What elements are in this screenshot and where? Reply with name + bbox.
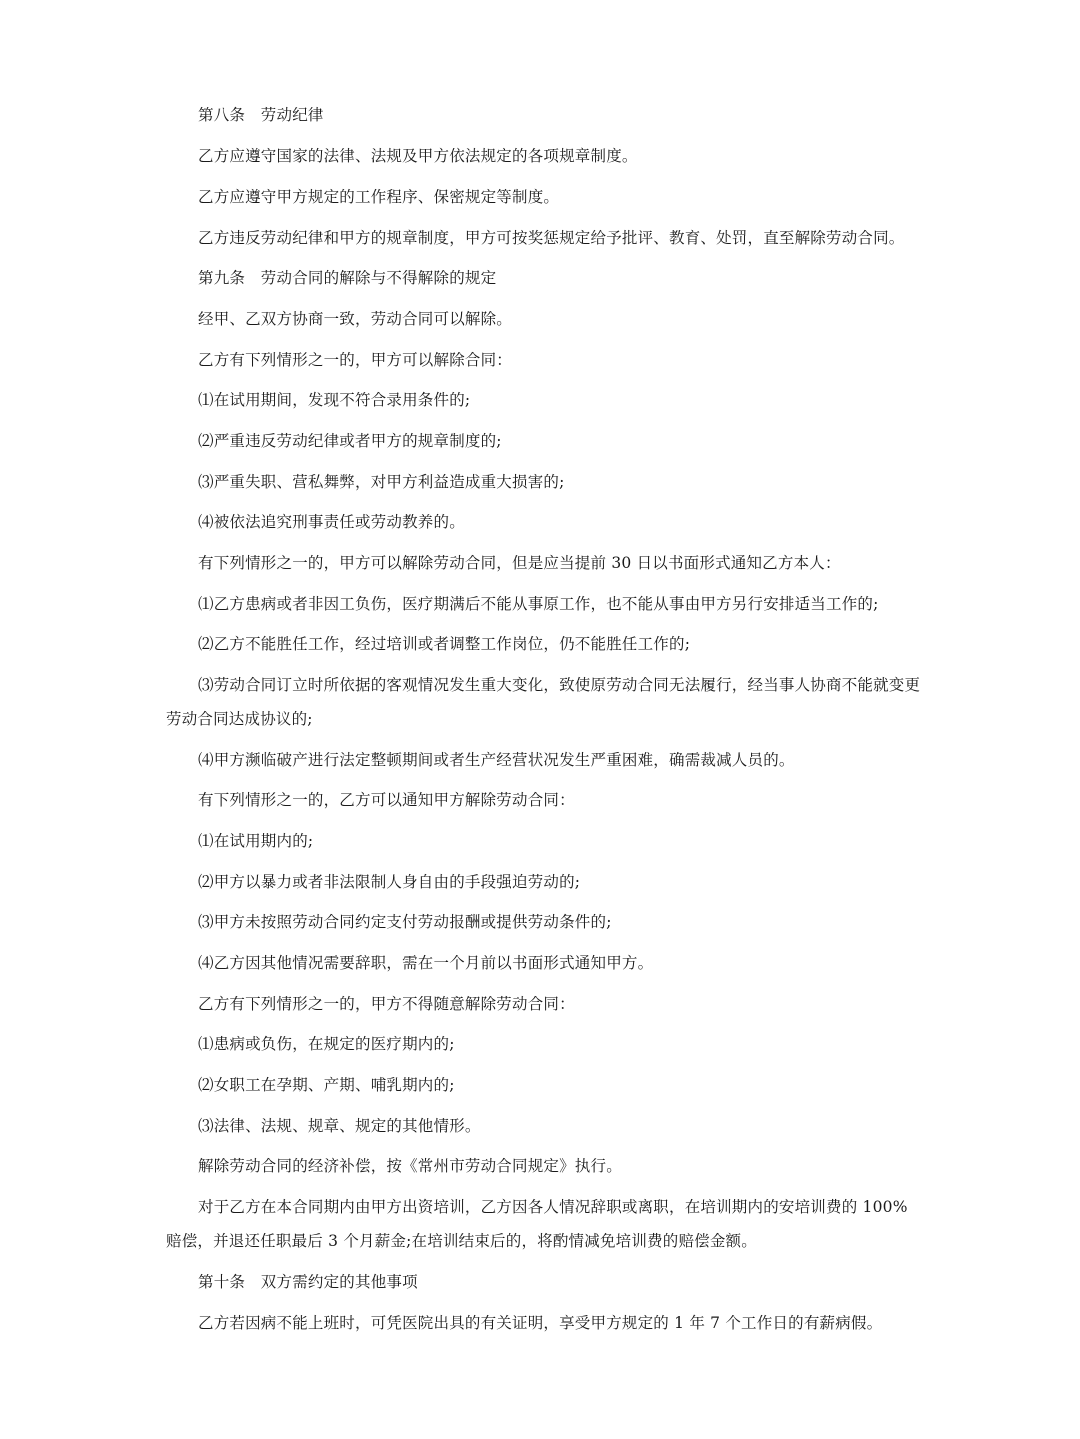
paragraph: 乙方应遵守甲方规定的工作程序、保密规定等制度。: [198, 188, 560, 206]
list-item: ⑵乙方不能胜任工作，经过培训或者调整工作岗位，仍不能胜任工作的;: [198, 635, 691, 653]
list-item: ⑵女职工在孕期、产期、哺乳期内的;: [198, 1076, 455, 1094]
list-item: ⑶法律、法规、规章、规定的其他情形。: [198, 1117, 481, 1135]
list-item: ⑴患病或负伤，在规定的医疗期内的;: [198, 1035, 455, 1053]
paragraph: 乙方若因病不能上班时，可凭医院出具的有关证明，享受甲方规定的 1 年 7 个工作日的有薪病假。: [198, 1314, 883, 1332]
paragraph: 解除劳动合同的经济补偿，按《常州市劳动合同规定》执行。: [198, 1157, 622, 1175]
paragraph: 乙方有下列情形之一的，甲方可以解除合同：: [198, 351, 513, 369]
list-item: ⑶严重失职、营私舞弊，对甲方利益造成重大损害的;: [198, 473, 565, 491]
paragraph: 有下列情形之一的，乙方可以通知甲方解除劳动合同：: [198, 791, 575, 809]
list-item: ⑴在试用期内的;: [198, 832, 314, 850]
paragraph: 经甲、乙双方协商一致，劳动合同可以解除。: [198, 310, 513, 328]
paragraph: 乙方有下列情形之一的，甲方不得随意解除劳动合同：: [198, 995, 575, 1013]
paragraph: 乙方违反劳动纪律和甲方的规章制度，甲方可按奖惩规定给予批评、教育、处罚，直至解除劳动合同。: [198, 229, 905, 247]
list-item: ⑷乙方因其他情况需要辞职，需在一个月前以书面形式通知甲方。: [198, 954, 654, 972]
list-item: ⑴在试用期间，发现不符合录用条件的;: [198, 391, 471, 409]
paragraph: 有下列情形之一的，甲方可以解除劳动合同，但是应当提前 30 日以书面形式通知乙方本人：: [198, 554, 841, 572]
article-8-heading: 第八条 劳动纪律: [198, 106, 324, 124]
list-item: ⑵甲方以暴力或者非法限制人身自由的手段强迫劳动的;: [198, 873, 581, 891]
article-9-heading: 第九条 劳动合同的解除与不得解除的规定: [198, 269, 497, 287]
list-item: ⑷被依法追究刑事责任或劳动教养的。: [198, 513, 465, 531]
article-10-heading: 第十条 双方需约定的其他事项: [198, 1273, 418, 1291]
list-item: ⑴乙方患病或者非因工负伤，医疗期满后不能从事原工作，也不能从事由甲方另行安排适当工作的;: [198, 595, 879, 613]
paragraph: 对于乙方在本合同期内由甲方出资培训，乙方因各人情况辞职或离职，在培训期内的安培训费的 100% 赔偿，并退还任职最后 3 个月薪金;在培训结束后的，将酌情减免培训费的赔偿金额。: [166, 1198, 908, 1250]
list-item: ⑶劳动合同订立时所依据的客观情况发生重大变化，致使原劳动合同无法履行，经当事人协商不能就变更劳动合同达成协议的;: [166, 676, 921, 728]
list-item: ⑷甲方濒临破产进行法定整顿期间或者生产经营状况发生严重困难，确需裁减人员的。: [198, 751, 795, 769]
list-item: ⑶甲方未按照劳动合同约定支付劳动报酬或提供劳动条件的;: [198, 913, 612, 931]
paragraph: 乙方应遵守国家的法律、法规及甲方依法规定的各项规章制度。: [198, 147, 638, 165]
list-item: ⑵严重违反劳动纪律或者甲方的规章制度的;: [198, 432, 502, 450]
